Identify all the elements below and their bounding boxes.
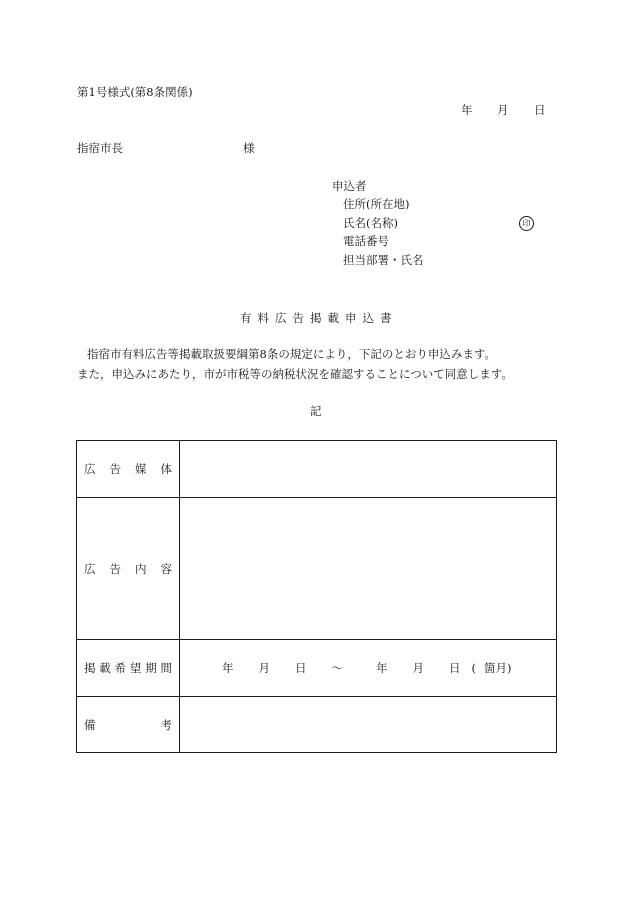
document-title: 有料広告掲載申込書 — [240, 311, 398, 325]
period-end-year: 年 — [376, 661, 388, 675]
period-fields — [180, 660, 556, 676]
label-content-char: 容 — [160, 561, 172, 576]
seal-mark — [519, 216, 534, 231]
row-content — [77, 498, 557, 640]
label-period-char: 間 — [160, 661, 172, 675]
label-content-char: 内 — [135, 561, 147, 576]
label-media-char: 告 — [109, 462, 121, 476]
body-line-2: また，申込みにあたり，市が市税等の納税状況を確認することについて同意します。 — [77, 367, 513, 381]
label-period-char: 望 — [129, 661, 142, 675]
label-cell-remarks — [77, 697, 180, 753]
label-cell-content — [77, 498, 180, 640]
addressee-honorific: 様 — [243, 141, 255, 155]
label-content — [77, 561, 179, 577]
date-day-label: 日 — [534, 103, 546, 117]
label-media-char: 媒 — [135, 462, 147, 476]
period-start-day: 日 — [295, 661, 307, 675]
period-start-month: 月 — [258, 661, 270, 675]
label-content-char: 告 — [109, 561, 121, 576]
label-remarks — [77, 717, 179, 733]
date-year-label: 年 — [461, 103, 473, 117]
label-remarks-char: 考 — [160, 717, 172, 732]
addressee-name: 指宿市長 — [77, 141, 123, 155]
date-month-label: 月 — [497, 103, 509, 117]
period-end-day: 日 — [449, 661, 461, 675]
applicant-phone-label: 電話番号 — [343, 234, 389, 248]
label-period-char: 期 — [145, 661, 157, 675]
period-months-label: 箇月) — [484, 661, 512, 675]
value-cell-content[interactable] — [180, 498, 557, 640]
row-period — [77, 640, 557, 697]
applicant-heading: 申込者 — [332, 179, 367, 193]
label-media-char: 体 — [160, 462, 172, 476]
period-tilde: ～ — [331, 661, 343, 675]
label-cell-media — [77, 441, 180, 498]
period-open-paren: ( — [471, 661, 476, 675]
seal-icon: 印 — [519, 216, 534, 231]
label-content-char: 広 — [84, 561, 96, 576]
value-cell-period[interactable] — [180, 640, 557, 697]
row-media — [77, 441, 557, 498]
label-media — [77, 461, 179, 477]
label-period — [77, 660, 179, 676]
label-cell-period — [77, 640, 180, 697]
body-line-1: 指宿市有料広告等掲載取扱要綱第8条の規定により，下記のとおり申込みます。 — [87, 347, 496, 361]
form-number: 第1号様式(第8条関係) — [77, 85, 193, 99]
application-table — [76, 440, 557, 753]
period-start-year: 年 — [222, 661, 234, 675]
label-media-char: 広 — [84, 462, 96, 476]
row-remarks — [77, 697, 557, 753]
label-period-char: 掲 — [84, 661, 96, 675]
value-cell-remarks[interactable] — [180, 697, 557, 753]
label-period-char: 希 — [114, 661, 127, 675]
ki-label: 記 — [310, 404, 322, 418]
applicant-address-label: 住所(所在地) — [343, 197, 410, 211]
label-remarks-char: 備 — [84, 717, 96, 732]
applicant-contact-label: 担当部署・氏名 — [343, 253, 424, 267]
label-period-char: 載 — [99, 661, 111, 675]
applicant-name-label: 氏名(名称) — [343, 216, 398, 230]
value-cell-media[interactable] — [180, 441, 557, 498]
period-end-month: 月 — [412, 661, 424, 675]
